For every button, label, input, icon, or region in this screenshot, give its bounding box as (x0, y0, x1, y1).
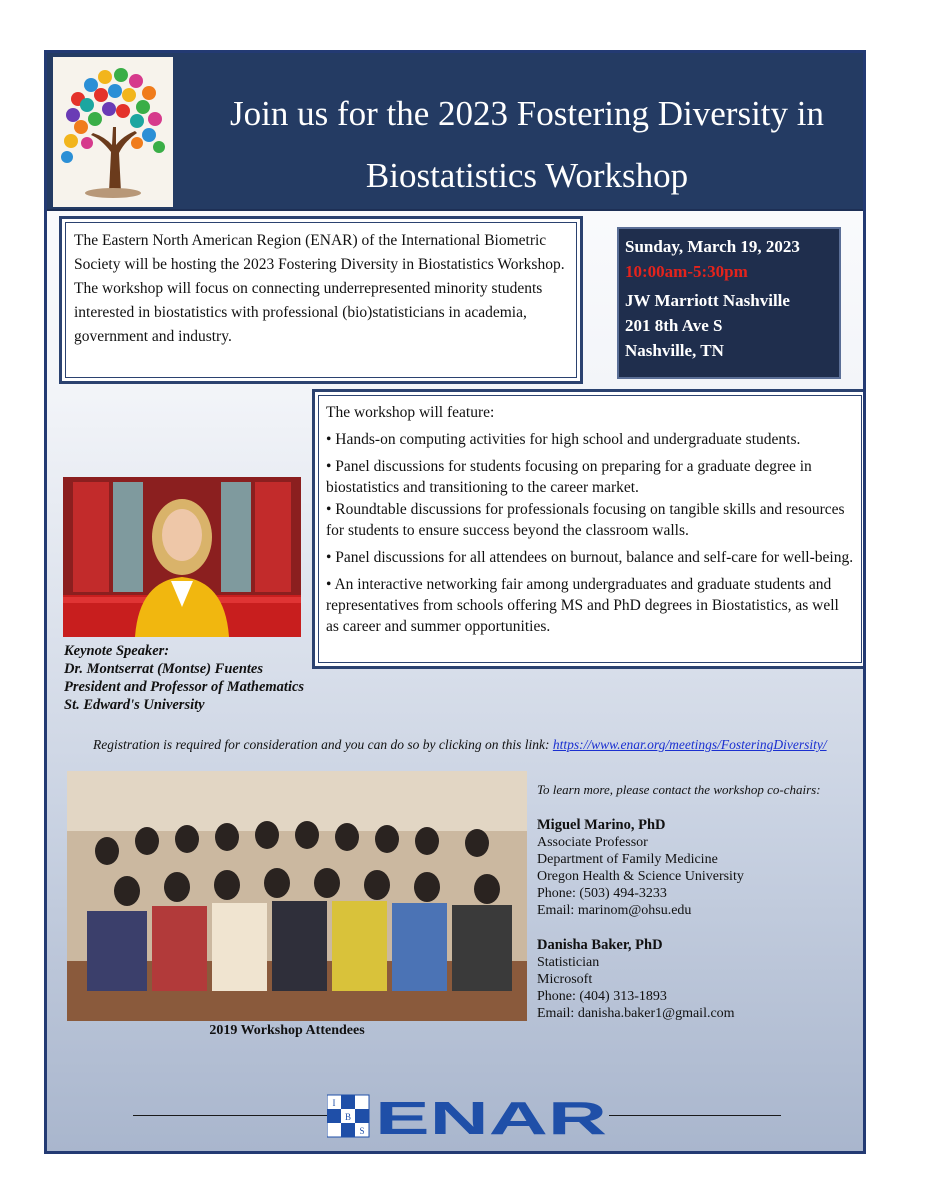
enar-logo (327, 1093, 611, 1139)
feature-item: • An interactive networking fair among undergraduates and graduate students and representatives from schools offering MS and PhD degrees in Biostatistics, as well as career and summer opportunities. (326, 576, 839, 635)
enar-wordmark: ENAR (375, 1093, 607, 1139)
feature-item: • Panel discussions for all attendees on burnout, balance and self-care for well-being. (326, 549, 854, 566)
contact-line: Microsoft (537, 972, 593, 987)
header-banner (47, 53, 863, 211)
contact-email: Email: danisha.baker1@gmail.com (537, 1006, 735, 1021)
contact-name: Miguel Marino, PhD (537, 817, 666, 833)
intro-box (59, 216, 583, 384)
contacts-intro: To learn more, please contact the workshop co-chairs: (537, 782, 821, 797)
contact-phone: Phone: (503) 494-3233 (537, 886, 667, 901)
event-city: Nashville, TN (625, 341, 724, 360)
keynote-university: St. Edward's University (64, 697, 205, 713)
contact-line: Department of Family Medicine (537, 852, 718, 867)
event-time: 10:00am-5:30pm (625, 262, 748, 281)
feature-item: • Hands-on computing activities for high school and undergraduate students. (326, 431, 801, 448)
ibs-letter: S (359, 1126, 365, 1136)
event-venue: JW Marriott Nashville (625, 291, 790, 310)
ibs-letter: B (344, 1112, 352, 1122)
ibs-letter: I (332, 1098, 336, 1108)
contact-block (537, 817, 857, 919)
contact-email: Email: marinom@ohsu.edu (537, 903, 692, 918)
keynote-title: President and Professor of Mathematics (64, 679, 305, 695)
registration-line (93, 737, 866, 753)
event-details-box (617, 227, 841, 379)
feature-item: • Roundtable discussions for professionals focusing on tangible skills and resources for students to ensure success beyond the classroom walls. (326, 501, 845, 539)
diversity-hands-tree-icon (53, 57, 173, 207)
keynote-name: Dr. Montserrat (Montse) Fuentes (64, 661, 264, 677)
contact-block (537, 937, 857, 1022)
event-street: 201 8th Ave S (625, 316, 723, 335)
registration-text: Registration is required for consideration and you can do so by clicking on this link: (93, 737, 553, 752)
features-box (312, 389, 866, 669)
footer-divider-right (609, 1115, 781, 1116)
contact-phone: Phone: (404) 313-1893 (537, 989, 667, 1004)
contact-line: Associate Professor (537, 835, 648, 850)
keynote-label: Keynote Speaker: (64, 643, 170, 659)
contacts-section (537, 781, 857, 1040)
features-list (318, 395, 862, 663)
registration-link[interactable]: https://www.enar.org/meetings/FosteringDiversity/ (552, 737, 827, 752)
diversity-tree-logo (53, 57, 173, 207)
event-date: Sunday, March 19, 2023 (625, 237, 800, 256)
contact-line: Oregon Health & Science University (537, 869, 744, 884)
footer-divider-left (133, 1115, 327, 1116)
features-heading: The workshop will feature: (326, 404, 495, 421)
page-title: Join us for the 2023 Fostering Diversity in Biostatistics Workshop (230, 94, 824, 195)
intro-text: The Eastern North American Region (ENAR) of the International Biometric Society will be hosting the 2023 Fostering Diversity in Biostatistics Workshop. The workshop will focus on connecting underrepresented minority students interested in biostatistics with professional (bio)statisticians in academia, government and industry. (65, 222, 577, 378)
feature-item: • Panel discussions for students focusing on preparing for a graduate degree in biostatistics and transitioning to the career market. (326, 458, 812, 496)
keynote-info (64, 642, 364, 714)
keynote-speaker-photo (63, 477, 301, 637)
group-photo (67, 771, 527, 1021)
contact-line: Statistician (537, 955, 600, 970)
contact-name: Danisha Baker, PhD (537, 937, 663, 953)
flyer (44, 50, 866, 1154)
photo-caption: 2019 Workshop Attendees (209, 1023, 365, 1038)
